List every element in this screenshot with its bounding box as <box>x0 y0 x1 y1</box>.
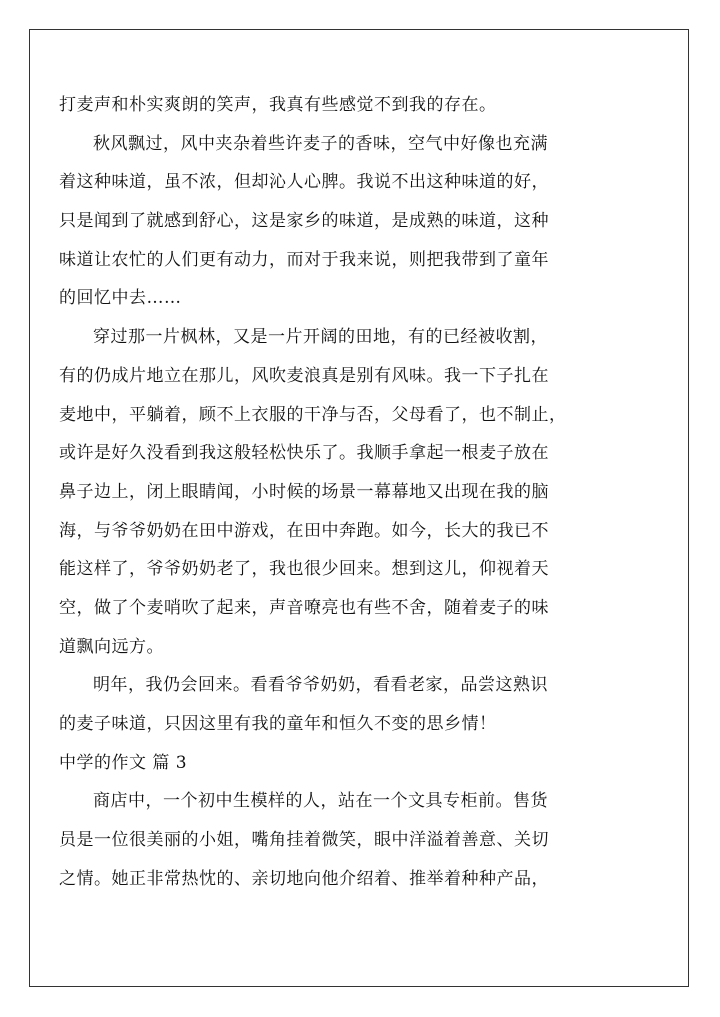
text-line: 秋风飘过，风中夹杂着些许麦子的香味，空气中好像也充满 <box>93 133 548 154</box>
text-line: 穿过那一片枫林，又是一片开阔的田地，有的已经被收割， <box>93 327 548 348</box>
paragraph <box>59 318 659 666</box>
text-line: 打麦声和朴实爽朗的笑声，我真有些感觉不到我的存在。 <box>59 95 497 115</box>
text-line: 商店中，一个初中生模样的人，站在一个文具专柜前。售货 <box>93 791 548 812</box>
text-line: 鼻子边上，闭上眼睛闻，小时候的场景一幕幕地又出现在我的脑 <box>59 481 549 502</box>
text-line: 着这种味道，虽不浓，但却沁人心脾。我说不出这种味道的好， <box>59 172 549 193</box>
text-line: 中学的作文 篇 3 <box>59 752 188 773</box>
text-line: 麦地中，平躺着，顾不上衣服的干净与否，父母看了，也不制止， <box>59 404 567 425</box>
paragraph <box>59 782 659 898</box>
text-line: 空，做了个麦哨吹了起来，声音嘹亮也有些不舍，随着麦子的味 <box>59 597 549 618</box>
text-line: 有的仍成片地立在那儿，风吹麦浪真是别有风味。我一下子扎在 <box>59 365 549 386</box>
text-line: 或许是好久没看到我这般轻松快乐了。我顺手拿起一根麦子放在 <box>59 443 549 464</box>
text-line: 员是一位很美丽的小姐，嘴角挂着微笑，眼中洋溢着善意、关切 <box>59 830 549 851</box>
text-line: 的回忆中去…… <box>59 288 182 309</box>
section-heading <box>59 744 659 783</box>
paragraph <box>59 666 659 743</box>
paragraph <box>59 86 659 125</box>
text-line: 味道让农忙的人们更有动力，而对于我来说，则把我带到了童年 <box>59 249 549 270</box>
document-body <box>59 86 659 898</box>
text-line: 之情。她正非常热忱的、亲切地向他介绍着、推举着种种产品， <box>59 868 549 889</box>
text-line: 能这样了，爷爷奶奶老了，我也很少回来。想到这儿，仰视着天 <box>59 559 549 580</box>
text-line: 明年，我仍会回来。看看爷爷奶奶，看看老家，品尝这熟识 <box>93 675 548 696</box>
text-line: 海，与爷爷奶奶在田中游戏，在田中奔跑。如今，长大的我已不 <box>59 520 549 541</box>
text-line: 的麦子味道，只因这里有我的童年和恒久不变的思乡情！ <box>59 714 497 734</box>
text-line: 道飘向远方。 <box>59 636 164 657</box>
text-line: 只是闻到了就感到舒心，这是家乡的味道，是成熟的味道，这种 <box>59 211 549 232</box>
paragraph <box>59 125 659 318</box>
